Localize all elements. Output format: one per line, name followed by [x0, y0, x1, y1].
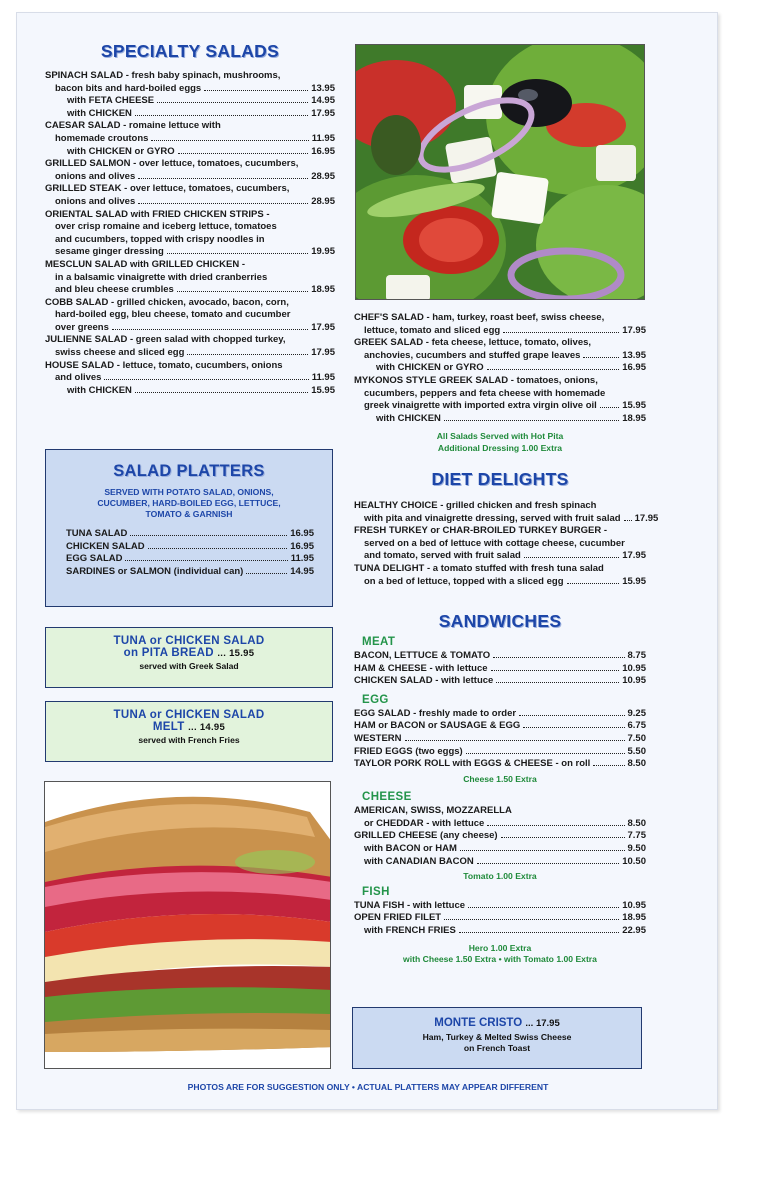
menu-item-line: [354, 512, 659, 526]
egg-label: EGG: [362, 693, 389, 706]
menu-item-line: [354, 650, 646, 663]
menu-item-text: COBB SALAD - grilled chicken, avocado, bacon, corn,: [45, 296, 289, 308]
dot-leader: [135, 115, 308, 116]
menu-item-line: [45, 83, 335, 96]
salads-dressing-note: Additional Dressing 1.00 Extra: [437, 442, 563, 453]
egg-list: [354, 708, 646, 771]
menu-item-text: HAM & CHEESE - with lettuce: [354, 662, 488, 674]
menu-item-text: with CHICKEN: [67, 107, 132, 119]
menu-item-line: [45, 372, 335, 385]
menu-item-text: TUNA SALAD: [66, 528, 128, 539]
menu-item-price: 14.95: [311, 95, 335, 107]
menu-item-price: 16.95: [290, 540, 314, 552]
menu-item-text: cucumbers, peppers and feta cheese with homemade: [364, 387, 606, 399]
menu-item-line: [354, 830, 646, 843]
salad-platters-subtitle: [46, 487, 332, 520]
pita-bread-box: [45, 627, 333, 688]
menu-item-price: 10.95: [622, 675, 646, 687]
menu-item-text: CHICKEN SALAD - with lettuce: [354, 675, 494, 687]
menu-item-price: 15.95: [311, 384, 335, 396]
meat-label: MEAT: [362, 636, 396, 648]
dot-leader: [524, 557, 619, 558]
menu-item-text: and tomato, served with fruit salad: [364, 550, 521, 562]
dot-leader: [405, 740, 625, 741]
dot-leader: [466, 753, 625, 754]
menu-item-line: [354, 746, 646, 759]
menu-item-line: [354, 758, 646, 771]
melt-box-title: TUNA or CHICKEN SALAD: [113, 709, 265, 721]
menu-item-line: [45, 95, 335, 108]
menu-item-price: 17.95: [311, 107, 335, 119]
menu-item-price: 13.95: [622, 349, 646, 361]
menu-item-text: anchovies, cucumbers and stuffed grape leaves: [364, 349, 581, 361]
specialty-salads-section: [45, 41, 335, 397]
melt-box: [45, 701, 333, 762]
menu-item-price: 10.50: [622, 855, 646, 867]
greek-salad-image: [356, 45, 645, 300]
menu-item-line: [354, 912, 646, 925]
sandwich-photo: [44, 781, 331, 1069]
salad-platters-list: [66, 528, 314, 578]
dot-leader: [519, 715, 624, 716]
dot-leader: [112, 329, 308, 330]
pita-box-sub: served with Greek Salad: [139, 661, 239, 671]
monte-cristo-price: ... 17.95: [525, 1018, 560, 1029]
footer-disclaimer: PHOTOS ARE FOR SUGGESTION ONLY • ACTUAL PLATTERS MAY APPEAR DIFFERENT: [187, 1082, 549, 1092]
dot-leader: [600, 407, 619, 408]
menu-item-line: [45, 183, 335, 196]
menu-item-line: [45, 322, 335, 335]
menu-item-line: [354, 805, 646, 818]
melt-box-title-line2: [46, 721, 332, 733]
menu-item-line: [354, 400, 646, 413]
dot-leader: [130, 535, 287, 536]
menu-item-text: SARDINES or SALMON (individual can): [66, 565, 244, 577]
menu-item-price: 11.95: [311, 372, 335, 384]
pita-box-title-line2: [46, 647, 332, 659]
menu-item-text: CHEF'S SALAD - ham, turkey, roast beef, swiss cheese,: [354, 312, 605, 323]
menu-item-text: EGG SALAD - freshly made to order: [354, 707, 517, 719]
menu-item-text: GRILLED STEAK - over lettuce, tomatoes, cucumbers,: [45, 183, 290, 195]
menu-item-text: BACON, LETTUCE & TOMATO: [354, 650, 491, 661]
menu-item-text: onions and olives: [55, 195, 136, 207]
menu-item-line: [354, 708, 646, 721]
menu-item-line: [66, 566, 314, 579]
dot-leader: [444, 420, 619, 421]
menu-item-line: [354, 538, 646, 551]
menu-item-price: 8.50: [627, 817, 646, 829]
menu-item-text: with CHICKEN or GYRO: [376, 362, 484, 374]
dot-leader: [444, 919, 619, 920]
menu-item-line: [66, 541, 314, 554]
menu-item-price: 14.95: [290, 565, 314, 577]
menu-item-line: [354, 563, 646, 576]
menu-item-line: [45, 146, 335, 159]
menu-item-text: ORIENTAL SALAD with FRIED CHICKEN STRIPS -: [45, 208, 270, 220]
dot-leader: [138, 203, 308, 204]
menu-item-line: [45, 120, 335, 133]
fish-extra-note: with Cheese 1.50 Extra • with Tomato 1.00 Extra: [403, 954, 597, 964]
menu-item-price: 19.95: [311, 246, 335, 258]
menu-item-line: [45, 309, 335, 322]
dot-leader: [503, 332, 619, 333]
menu-item-text: FRESH TURKEY or CHAR-BROILED TURKEY BURGER -: [354, 525, 607, 537]
menu-item-line: [354, 663, 646, 676]
menu-item-text: GREEK SALAD - feta cheese, lettuce, tomato, olives,: [354, 337, 592, 349]
fish-list: [354, 900, 646, 938]
menu-item-text: with FETA CHEESE: [67, 95, 155, 107]
menu-item-price: 15.95: [622, 575, 646, 587]
menu-item-text: in a balsamic vinaigrette with dried cranberries: [55, 271, 268, 283]
dot-leader: [493, 657, 624, 658]
dot-leader: [148, 548, 288, 549]
dot-leader: [468, 907, 619, 908]
menu-item-text: with CANADIAN BACON: [364, 855, 474, 867]
egg-note: Cheese 1.50 Extra: [463, 773, 537, 784]
menu-item-text: HAM or BACON or SAUSAGE & EGG: [354, 720, 521, 732]
menu-item-price: 7.75: [627, 830, 646, 842]
menu-item-text: GRILLED CHEESE (any cheese): [354, 830, 498, 842]
dot-leader: [477, 863, 619, 864]
menu-item-text: and bleu cheese crumbles: [55, 284, 174, 296]
menu-item-line: [45, 70, 335, 83]
menu-item-price: 18.95: [622, 912, 646, 924]
menu-item-line: [354, 925, 646, 938]
menu-item-price: 18.95: [311, 284, 335, 296]
menu-item-line: [45, 133, 335, 146]
menu-item-text: TUNA FISH - with lettuce: [354, 899, 466, 911]
salads-pita-note: All Salads Served with Hot Pita: [436, 431, 564, 442]
menu-item-text: TAYLOR PORK ROLL with EGGS & CHEESE - on roll: [354, 758, 591, 770]
menu-item-text: greek vinaigrette with imported extra virgin olive oil: [364, 400, 597, 412]
menu-item-text: CHICKEN SALAD: [66, 540, 145, 552]
menu-item-text: AMERICAN, SWISS, MOZZARELLA: [354, 805, 512, 817]
menu-item-price: 16.95: [622, 362, 646, 374]
meat-list: [354, 650, 646, 688]
menu-item-text: OPEN FRIED FILET: [354, 912, 442, 924]
dot-leader: [491, 670, 620, 671]
menu-item-text: hard-boiled egg, bleu cheese, tomato and cucumber: [55, 309, 291, 321]
menu-item-price: 17.95: [634, 512, 659, 524]
menu-item-line: [354, 325, 646, 338]
specialty-salads-title: SPECIALTY SALADS: [100, 41, 280, 61]
pita-box-price: ... 15.95: [217, 648, 255, 659]
menu-item-price: 9.25: [627, 707, 646, 719]
menu-item-line: [45, 347, 335, 360]
dot-leader: [135, 392, 308, 393]
menu-item-line: [45, 196, 335, 209]
sandwich-image: [45, 782, 331, 1069]
menu-item-line: [45, 259, 335, 272]
dot-leader: [593, 765, 624, 766]
menu-item-price: 17.95: [311, 321, 335, 333]
menu-item-text: HEALTHY CHOICE - grilled chicken and fresh spinach: [354, 500, 597, 511]
dot-leader: [496, 682, 619, 683]
menu-item-price: 13.95: [311, 82, 335, 94]
diet-delights-title: DIET DELIGHTS: [431, 469, 569, 489]
menu-item-text: and cucumbers, topped with crispy noodles in: [55, 233, 265, 245]
menu-item-price: 8.50: [627, 758, 646, 770]
pita-box-item: on PITA BREAD: [123, 647, 214, 659]
menu-item-text: HOUSE SALAD - lettuce, tomato, cucumbers, onions: [45, 359, 283, 371]
right-salads-list: [354, 312, 646, 425]
menu-item-line: [354, 843, 646, 856]
menu-item-text: over crisp romaine and iceberg lettuce, tomatoes: [55, 221, 277, 233]
right-salads-section: [354, 312, 646, 454]
platters-sub-line: SERVED WITH POTATO SALAD, ONIONS,: [104, 487, 274, 497]
cheese-list: [354, 805, 646, 868]
menu-item-line: [354, 550, 646, 563]
menu-item-price: 11.95: [311, 132, 335, 144]
menu-item-text: MESCLUN SALAD with GRILLED CHICKEN -: [45, 258, 246, 270]
menu-item-text: on a bed of lettuce, topped with a sliced egg: [364, 575, 564, 587]
dot-leader: [459, 932, 619, 933]
melt-box-sub: served with French Fries: [138, 735, 240, 745]
menu-item-text: with CHICKEN: [376, 412, 441, 424]
menu-item-text: JULIENNE SALAD - green salad with chopped turkey,: [45, 334, 286, 346]
menu-item-line: [45, 221, 335, 234]
monte-cristo-sub2: on French Toast: [463, 1043, 531, 1053]
menu-item-price: 6.75: [627, 720, 646, 732]
menu-item-line: [45, 360, 335, 373]
menu-item-text: with CHICKEN: [67, 384, 132, 396]
pita-box-title: TUNA or CHICKEN SALAD: [113, 635, 265, 647]
menu-item-line: [354, 337, 646, 350]
dot-leader: [624, 520, 632, 521]
dot-leader: [523, 727, 624, 728]
menu-item-line: [354, 900, 646, 913]
platters-sub-line: CUCUMBER, HARD-BOILED EGG, LETTUCE,: [97, 498, 281, 508]
dot-leader: [187, 354, 308, 355]
dot-leader: [246, 573, 287, 574]
fish-label: FISH: [362, 885, 390, 898]
menu-item-price: 15.95: [622, 400, 646, 412]
menu-item-line: [354, 675, 646, 688]
menu-item-price: 17.95: [622, 550, 646, 562]
dot-leader: [583, 357, 619, 358]
menu-item-line: [45, 209, 335, 222]
monte-cristo-title: MONTE CRISTO: [434, 1017, 523, 1029]
platters-sub-line: TOMATO & GARNISH: [145, 509, 233, 519]
monte-cristo-sub: Ham, Turkey & Melted Swiss Cheese: [422, 1032, 572, 1042]
menu-item-price: 10.95: [622, 662, 646, 674]
menu-item-text: homemade croutons: [55, 132, 149, 144]
menu-item-price: 8.75: [627, 650, 646, 661]
menu-item-price: 5.50: [627, 745, 646, 757]
menu-item-text: with CHICKEN or GYRO: [67, 145, 175, 157]
menu-item-text: or CHEDDAR - with lettuce: [364, 817, 485, 829]
dot-leader: [460, 850, 625, 851]
menu-item-text: SPINACH SALAD - fresh baby spinach, mushrooms,: [45, 70, 281, 81]
menu-item-line: [354, 576, 646, 589]
dot-leader: [104, 379, 308, 380]
monte-cristo-box: [352, 1007, 642, 1069]
menu-item-text: swiss cheese and sliced egg: [55, 347, 185, 359]
sandwiches-title: SANDWICHES: [438, 611, 562, 631]
dot-leader: [487, 369, 620, 370]
menu-item-line: [66, 553, 314, 566]
menu-item-line: [354, 350, 646, 363]
dot-leader: [151, 140, 308, 141]
menu-item-line: [45, 246, 335, 259]
menu-item-line: [45, 385, 335, 398]
menu-item-price: 10.95: [622, 899, 646, 911]
menu-item-line: [354, 312, 646, 325]
menu-item-text: and olives: [55, 372, 102, 384]
menu-item-line: [354, 856, 646, 869]
dot-leader: [125, 560, 287, 561]
menu-item-price: 11.95: [290, 553, 314, 565]
menu-item-price: 17.95: [622, 324, 646, 336]
dot-leader: [204, 90, 308, 91]
menu-item-price: 9.50: [627, 843, 646, 855]
menu-item-text: served on a bed of lettuce with cottage cheese, cucumber: [364, 537, 625, 549]
melt-box-price: ... 14.95: [188, 722, 226, 733]
fish-hero-note: Hero 1.00 Extra: [468, 942, 532, 953]
menu-item-line: [45, 171, 335, 184]
menu-page: [16, 12, 718, 1110]
menu-item-price: 16.95: [290, 528, 314, 539]
cheese-note: Tomato 1.00 Extra: [463, 871, 537, 882]
menu-item-text: with pita and vinaigrette dressing, served with fruit salad: [364, 512, 621, 524]
dot-leader: [487, 825, 624, 826]
dot-leader: [567, 583, 620, 584]
menu-item-text: bacon bits and hard-boiled eggs: [55, 82, 202, 94]
melt-box-item: MELT: [152, 721, 185, 733]
menu-item-price: 28.95: [311, 195, 335, 207]
dot-leader: [157, 102, 308, 103]
menu-item-line: [354, 525, 646, 538]
salad-platters-title: SALAD PLATTERS: [113, 462, 265, 480]
menu-item-text: CAESAR SALAD - romaine lettuce with: [45, 120, 221, 132]
menu-item-line: [45, 272, 335, 285]
monte-cristo-title-line: [353, 1017, 641, 1029]
menu-item-line: [354, 362, 646, 375]
menu-item-text: with FRENCH FRIES: [364, 924, 456, 936]
menu-item-text: TUNA DELIGHT - a tomato stuffed with fresh tuna salad: [354, 562, 604, 574]
menu-item-text: EGG SALAD: [66, 553, 123, 565]
menu-item-price: 7.50: [627, 732, 646, 744]
menu-item-text: FRIED EGGS (two eggs): [354, 745, 463, 757]
sandwiches-section: [354, 611, 646, 966]
menu-item-line: [354, 413, 646, 426]
menu-item-price: 28.95: [311, 170, 335, 182]
cheese-label: CHEESE: [362, 791, 412, 804]
menu-item-text: with BACON or HAM: [364, 843, 457, 855]
menu-item-line: [45, 334, 335, 347]
dot-leader: [501, 837, 625, 838]
menu-item-price: 18.95: [622, 412, 646, 424]
menu-item-price: 17.95: [311, 347, 335, 359]
dot-leader: [167, 253, 308, 254]
menu-item-line: [45, 297, 335, 310]
dot-leader: [138, 178, 308, 179]
menu-item-line: [45, 158, 335, 171]
menu-item-text: sesame ginger dressing: [55, 246, 164, 258]
menu-item-text: WESTERN: [354, 732, 402, 744]
menu-item-line: [354, 388, 646, 401]
menu-item-line: [45, 284, 335, 297]
salad-platters-box: [45, 449, 333, 607]
menu-item-line: [354, 818, 646, 831]
menu-item-line: [354, 733, 646, 746]
menu-item-text: over greens: [55, 321, 109, 333]
menu-item-line: [354, 500, 646, 513]
menu-item-price: 16.95: [311, 145, 335, 157]
menu-item-price: 22.95: [622, 924, 646, 936]
menu-item-line: [66, 528, 314, 541]
menu-item-text: MYKONOS STYLE GREEK SALAD - tomatoes, onions,: [354, 374, 598, 386]
greek-salad-photo: [355, 44, 645, 300]
dot-leader: [178, 153, 309, 154]
menu-item-line: [354, 375, 646, 388]
menu-item-text: lettuce, tomato and sliced egg: [364, 324, 501, 336]
specialty-salads-list: [45, 70, 335, 397]
dot-leader: [177, 291, 308, 292]
menu-item-line: [354, 720, 646, 733]
diet-delights-section: [354, 469, 659, 588]
menu-item-line: [45, 234, 335, 247]
menu-item-text: GRILLED SALMON - over lettuce, tomatoes, cucumbers,: [45, 158, 299, 170]
diet-delights-list: [354, 500, 659, 588]
menu-item-text: onions and olives: [55, 170, 136, 182]
menu-item-line: [45, 108, 335, 121]
